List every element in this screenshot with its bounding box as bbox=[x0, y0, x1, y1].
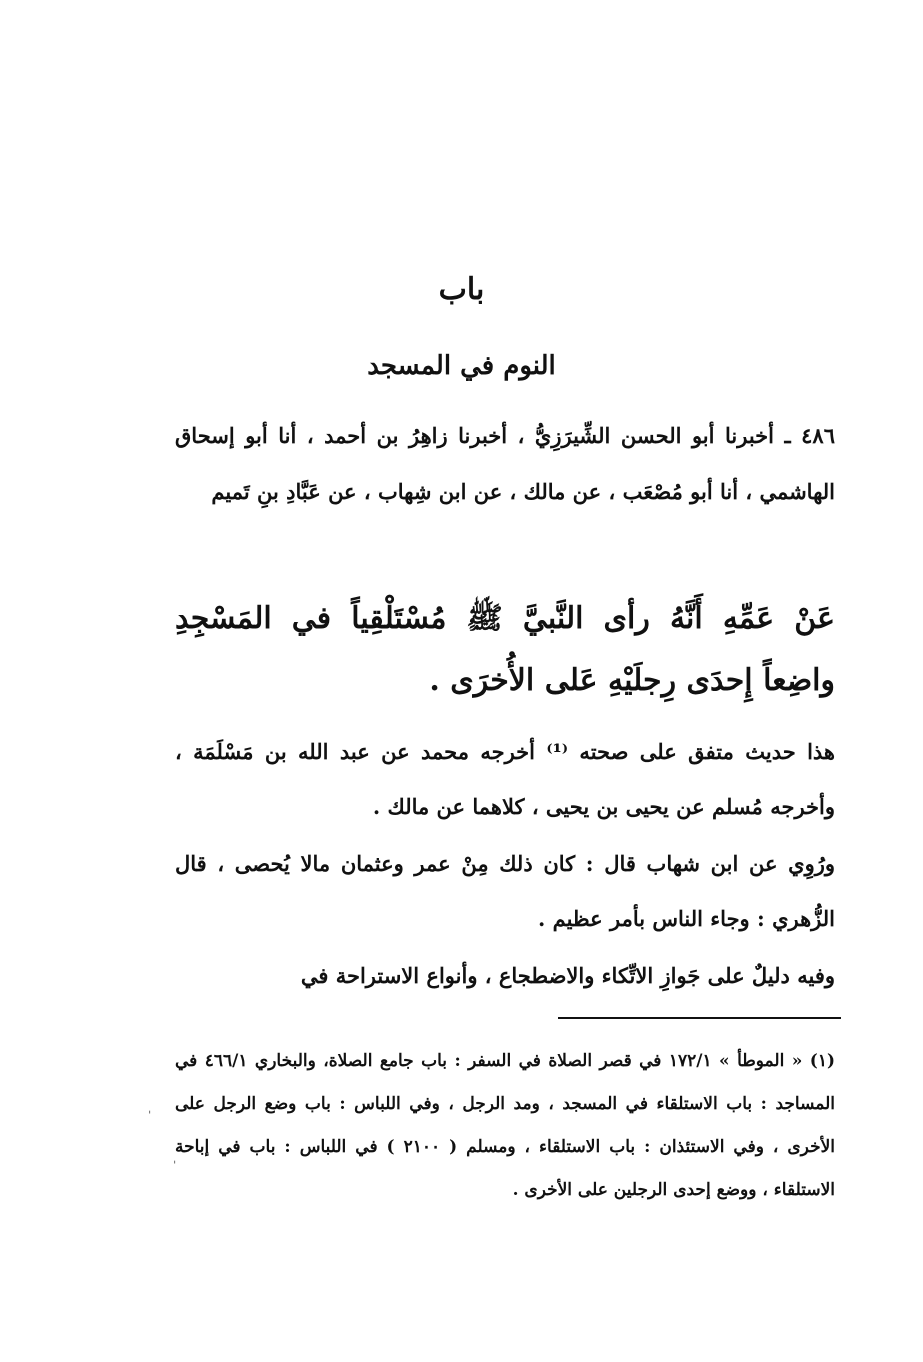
commentary-paragraph: وفيه دليلٌ على جَوازِ الاتِّكاء والاضطجاع ، وأنواع الاستراحة في bbox=[300, 963, 835, 988]
hadith-matn: عَنْ عَمِّهِ أَنَّهُ رأى النَّبيَّ ﷺ مُسْتَلْقِياً في المَسْجِدِ واضِعاً إِحدَى رِجلَيْهِ عَلى الأُخرَى . bbox=[175, 601, 835, 698]
footnote: (١) « الموطأ » ١٧٢/١ في قصر الصلاة في السفر : باب جامع الصلاة، والبخاري ٤٦٦/١ في المساجد : باب الاستلقاء في المسجد ، ومد الرجل ، وفي اللباس : باب وضع الرجل على الأخرى ، وفي الاستئذان : باب الاستلقاء ، ومسلم ( ٢١٠٠ ) في اللباس : باب في إباحة الاستلقاء ، ووضع إحدى الرجلين على الأخرى . bbox=[175, 1051, 835, 1200]
chapter-label: باب bbox=[438, 272, 485, 307]
commentary-paragraph: ورُوِي عن ابن شهاب قال : كان ذلك مِنْ عمر وعثمان مالا يُحصى ، قال الزُّهري : وجاء الناس بأمر عظيم . bbox=[175, 851, 835, 931]
hadith-isnad: ٤٨٦ ـ أخبرنا أبو الحسن الشِّيرَزِيُّ ، أخبرنا زاهِرُ بن أحمد ، أنا أبو إسحاق الهاشمي ، أنا أبو مُصْعَب ، عن مالك ، عن ابن شِهاب ، عن عَبَّادِ بنِ تَميم bbox=[175, 423, 835, 504]
chapter-title: النوم في المسجد bbox=[367, 351, 556, 381]
footnote-separator bbox=[558, 1017, 841, 1019]
scan-speck: ˈ bbox=[148, 1109, 152, 1123]
scan-speck: ˈ bbox=[173, 1159, 177, 1173]
commentary-paragraph: هذا حديث متفق على صحته ⁽¹⁾ أخرجه محمد عن عبد الله بن مَسْلَمَة ، وأخرجه مُسلم عن يحيى بن يحيى ، كلاهما عن مالك . bbox=[175, 739, 835, 819]
